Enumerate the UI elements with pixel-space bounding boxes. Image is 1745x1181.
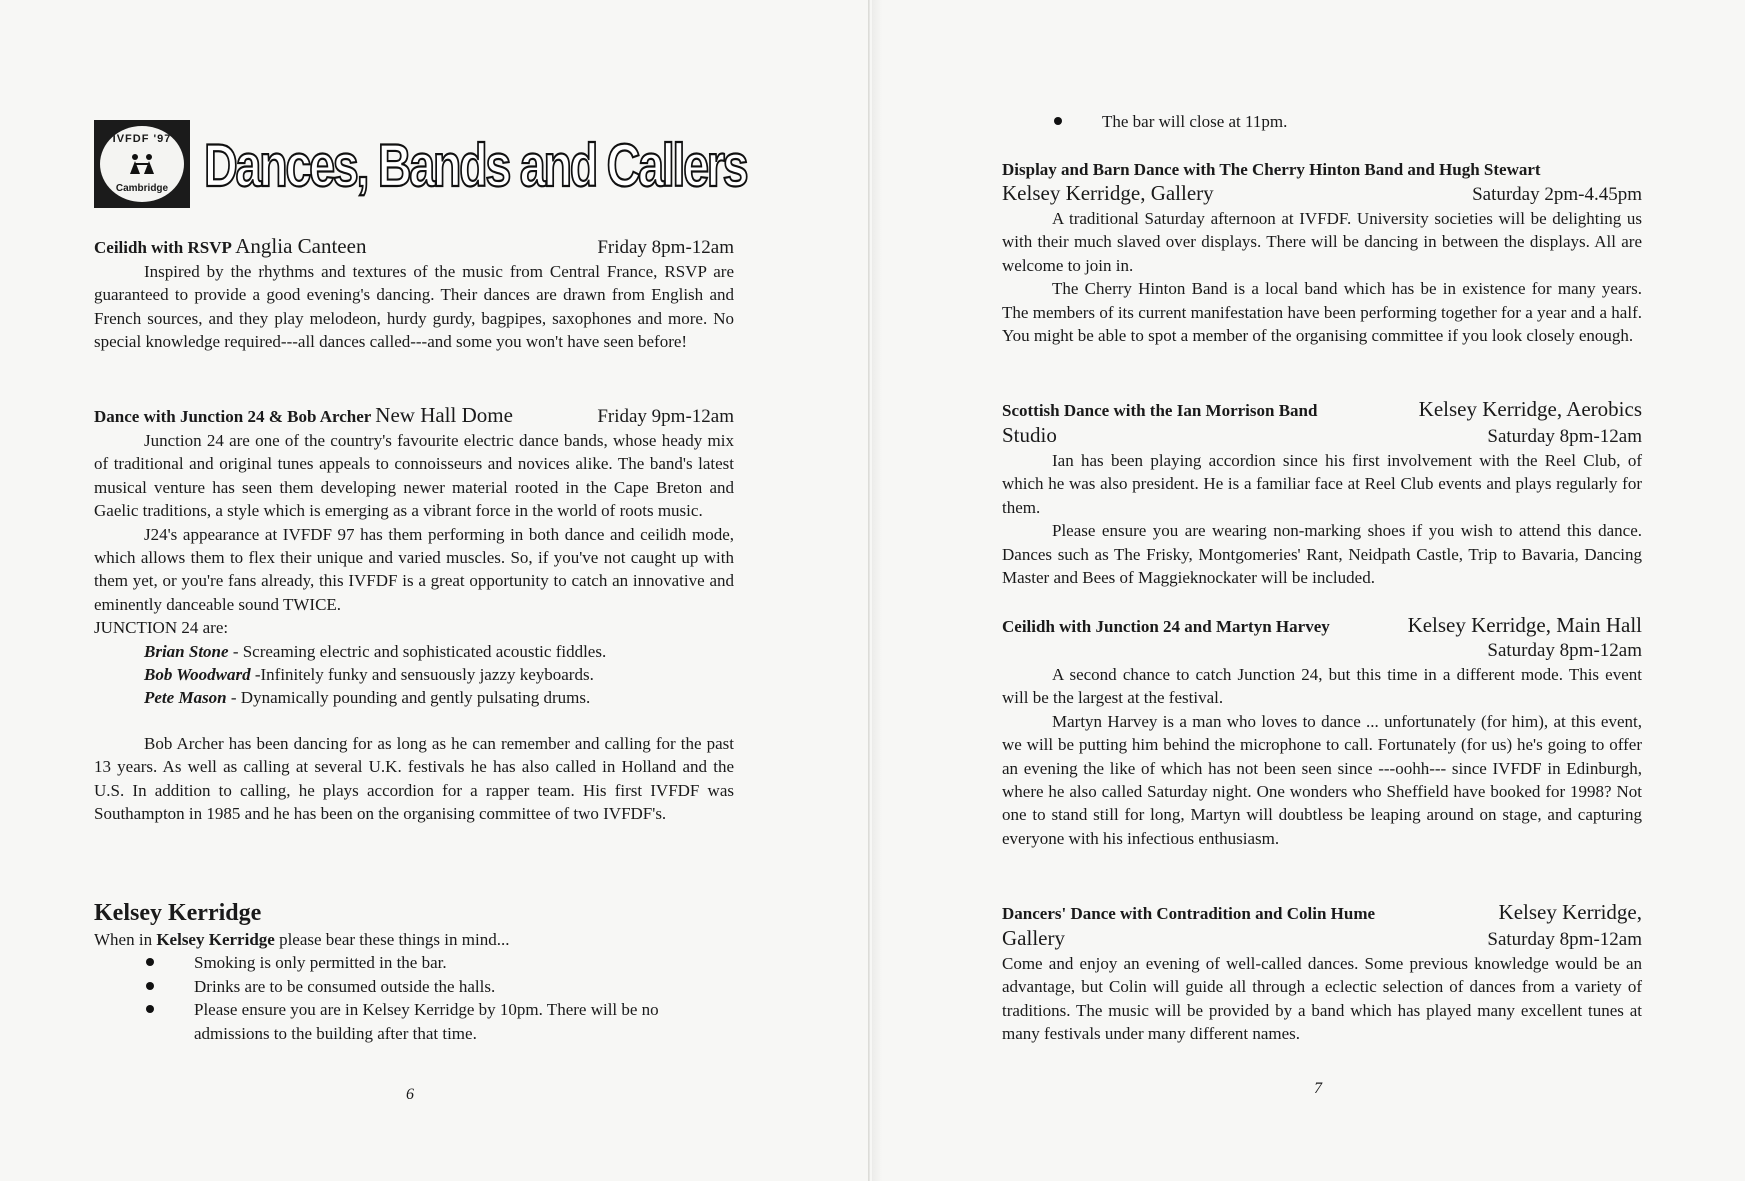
event-time: Saturday 2pm-4.45pm [1472,184,1642,205]
rules-list [94,951,734,1045]
event-heading [94,234,734,260]
band-member [94,640,734,663]
dancers-icon [126,152,158,176]
event-heading [1002,613,1642,639]
event-heading [1002,397,1642,423]
band-member [94,686,734,709]
event-description: Martyn Harvey is a man who loves to dance ... unfortunately (for him), at this event, we will be putting him behind the microphone to call. Fortunately (for us) he's going to offer an evening the like of which has not been seen since ---oohh--- since IVFDF in Edinburgh, where he also called Saturday night. One wonders who Sheffield have booked for 1998? Not one to stand still for long, Martyn will doubtless be leaping around on stage, and capturing everyone with his infectious enthusiasm. [1002,711,1642,848]
event-description: The Cherry Hinton Band is a local band which has be in existence for many years. The members of its current manifestation have been performing together for a year and a half. You might be able to spot a member of the organising committee if you look closely enough. [1002,279,1642,346]
member-role: -Infinitely funky and sensuously jazzy keyboards. [250,665,594,685]
event-cherry-hinton [1002,159,1642,347]
event-heading [1002,423,1642,449]
event-title: Dancers' Dance with Contradition and Colin Hume [1002,904,1376,923]
caller-bio: Bob Archer has been dancing for as long as he can remember and calling for the past 13 years. As well as calling at several U.K. festivals he has also called in Holland and the U.S. In addition to calling, he plays accordion for a rapper team. His first IVFDF was Southampton in 1985 and he has been on the organising committee of two IVFDF's. [94,733,734,824]
logo-circle [100,126,184,202]
event-venue: New Hall Dome [375,403,513,427]
page-fold [868,0,870,1181]
bullet-icon [146,982,154,990]
page-fold-shadow [872,0,882,1181]
event-heading [94,403,734,429]
event-venue: Studio [1002,423,1057,447]
member-role: - Dynamically pounding and gently pulsating drums. [226,688,591,708]
members-label: JUNCTION 24 are: [94,618,229,638]
event-time: Friday 8pm-12am [597,237,734,258]
logo-bottom-text: Cambridge [115,183,169,194]
event-title: Display and Barn Dance with The Cherry Hinton Band and Hugh Stewart [1002,160,1541,179]
member-name: Pete Mason [144,688,227,708]
event-contradition-colin-hume [1002,900,1642,1046]
event-junction24-martyn-harvey [1002,613,1642,850]
event-venue: Anglia Canteen [235,234,367,258]
event-venue: Kelsey Kerridge, [1498,900,1642,924]
band-member [94,663,734,686]
left-page [94,0,747,1181]
event-title: Dance with Junction 24 & Bob Archer [94,407,372,426]
event-description: A traditional Saturday afternoon at IVFDF. University societies will be delighting us with their much slaved over displays. There will be dancing in between the displays. All are welcome to join in. [1002,209,1642,275]
event-ceilidh-rsvp [94,234,734,354]
bullet-icon [146,1005,154,1013]
event-venue: Gallery [1002,926,1065,950]
bullet-icon [146,958,154,966]
rules-list-continued [1002,110,1642,133]
event-venue: Kelsey Kerridge, Gallery [1002,181,1214,205]
list-item: Drinks are to be consumed outside the halls. [94,975,734,998]
event-title: Ceilidh with RSVP [94,238,231,257]
ivfdf-logo [94,120,190,208]
event-description: Junction 24 are one of the country's favourite electric dance bands, whose heady mix of traditional and original tunes appeals to connoisseurs and novices alike. The band's latest musical venture has seen them developing newer material rooted in the Cape Breton and Gaelic traditions, a style which is emerging as a vibrant force in the world of roots music. [94,431,734,521]
member-role: - Screaming electric and sophisticated acoustic fiddles. [228,641,607,661]
event-title: Ceilidh with Junction 24 and Martyn Harvey [1002,617,1330,636]
member-name: Brian Stone [144,641,229,661]
list-item: Please ensure you are in Kelsey Kerridge by 10pm. There will be no admissions to the building after that time. [94,998,734,1045]
event-time: Saturday 8pm-12am [1487,426,1642,447]
heading-row [94,120,747,212]
bullet-icon [1054,117,1062,125]
event-description: Come and enjoy an evening of well-called dances. Some previous knowledge would be an advantage, but Colin will guide all through a eclectic selection of dances from a variety of traditions. The music will be provided by a band which has played many excellent tunes at many festivals under many different names. [1002,954,1642,1044]
member-name: Bob Woodward [144,665,251,685]
event-description: A second chance to catch Junction 24, but this time in a different mode. This event will be the largest at the festival. [1002,665,1642,708]
page-number: 6 [406,1086,414,1103]
logo-top-text: IVFDF '97 [112,133,172,145]
kelsey-kerridge-section [94,898,734,1045]
list-item: The bar will close at 11pm. [1002,110,1642,133]
event-venue: Kelsey Kerridge, Aerobics [1418,397,1642,421]
event-heading [1002,181,1642,207]
event-heading [1002,900,1642,926]
page-number: 7 [1314,1080,1322,1097]
event-description: Please ensure you are wearing non-marking shoes if you wish to attend this dance. Dances such as The Frisky, Montgomeries' Rant, Neidpath Castle, Trip to Bavaria, Dancing Master and Bees of Maggieknockater will be included. [1002,521,1642,588]
event-heading [1002,926,1642,952]
event-description: J24's appearance at IVFDF 97 has them performing in both dance and ceilidh mode, which allows them to flex their unique and varied muscles. So, if you've not caught up with them yet, or you're fans already, this IVFDF is a great opportunity to catch an innovative and eminently danceable sound TWICE. [94,524,734,614]
event-heading [1002,639,1642,663]
event-description: Ian has been playing accordion since his first involvement with the Reel Club, of which he was also president. He is a familiar face at Reel Club events and plays regularly for them. [1002,451,1642,517]
list-item: Smoking is only permitted in the bar. [94,951,734,974]
section-intro: When in Kelsey Kerridge please bear these things in mind... [94,930,510,949]
event-description: Inspired by the rhythms and textures of the music from Central France, RSVP are guaranteed to provide a good evening's dancing. Their dances are drawn from English and French sources, and they play melodeon, hurdy gurdy, bagpipes, saxophones and more. No special knowledge required---all dances called---and some you won't have seen before! [94,262,734,352]
event-ian-morrison [1002,397,1642,589]
event-time: Friday 9pm-12am [597,406,734,427]
event-junction24-bob-archer [94,403,734,826]
event-time: Saturday 8pm-12am [1487,929,1642,950]
event-time: Saturday 8pm-12am [1487,640,1642,661]
event-venue: Kelsey Kerridge, Main Hall [1407,613,1642,637]
section-title: Kelsey Kerridge [94,900,262,926]
event-title: Scottish Dance with the Ian Morrison Band [1002,401,1318,420]
right-page [1002,0,1642,1181]
page-banner-title: Dances, Bands and Callers [204,132,747,199]
